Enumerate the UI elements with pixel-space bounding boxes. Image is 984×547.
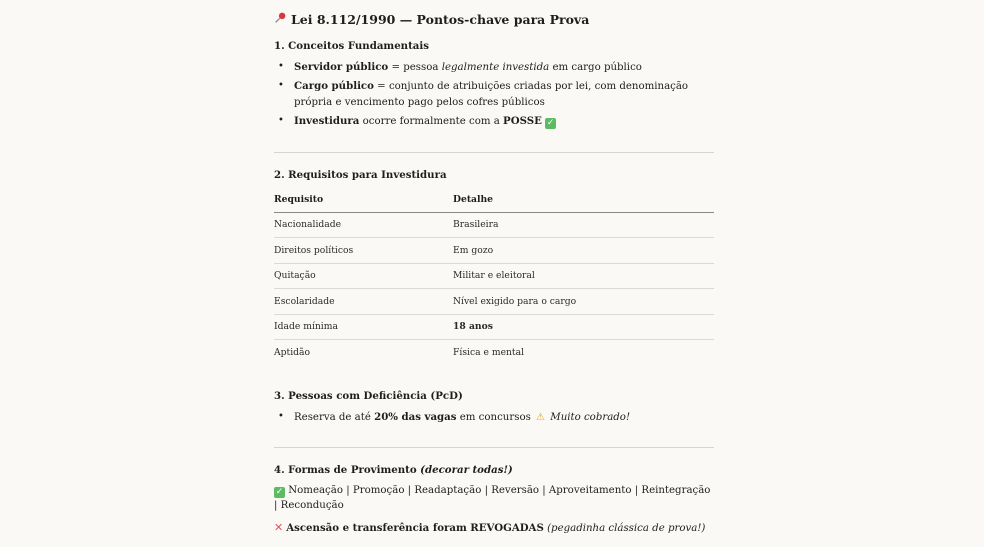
check-mark-icon: ✓ [275,487,284,497]
cell-detalhe: Nível exigido para o cargo [453,289,714,315]
list-item: • Investidura ocorre formalmente com a POSSE ✓ [278,115,555,128]
table-row [274,263,714,289]
section-heading-concepts: 1. Conceitos Fundamentais [274,40,430,52]
bullet-dot: • [278,411,284,422]
section-heading-provimento: 4. Formas de Provimento (decorar todas!) [274,464,513,476]
column-header-requisito: Requisito [274,188,453,212]
section-heading-requirements: 2. Requisitos para Investidura [274,169,447,181]
cell-detalhe: Física e mental [453,347,525,358]
section-heading-pcd: 3. Pessoas com Deficiência (PcD) [274,390,463,402]
column-header-detalhe: Detalhe [453,188,714,212]
title-text: Lei 8.112/1990 — Pontos-chave para Prova [291,12,590,27]
cell-requisito: Escolaridade [274,289,453,315]
cell-detalhe: Em gozo [453,238,714,264]
cell-requisito: Direitos políticos [274,238,453,264]
table-row [274,289,714,315]
cell-detalhe: Brasileira [453,212,714,238]
cross-mark-icon: ✕ [274,521,284,534]
requirements-table [274,188,714,365]
bullet-dot: • [278,61,284,72]
list-item: • Servidor público = pessoa legalmente investida em cargo público [278,61,642,73]
list-item: • Reserva de até 20% das vagas em concursos ⚠ Muito cobrado! [274,409,714,426]
pushpin-icon [274,11,288,27]
table-row [274,212,714,238]
divider [274,447,714,448]
provimento-forms: ✓ Nomeação | Promoção | Readaptação | Reversão | Aproveitamento | Reintegração | Recondução [274,485,711,511]
warning-icon: ⚠ [536,412,546,423]
cell-detalhe: 18 anos [453,314,714,340]
cell-requisito: Nacionalidade [274,212,453,238]
cell-requisito: Quitação [274,263,453,289]
table-header-row [274,188,714,212]
check-mark-icon: ✓ [546,118,555,128]
table-row [274,238,714,264]
cell-requisito: Idade mínima [274,314,453,340]
list-item: • Cargo público = conjunto de atribuições criadas por lei, com denominação própria e vencimento pago pelos cofres públicos [278,80,689,108]
cell-detalhe: Militar e eleitoral [453,263,714,289]
table-row [274,340,714,366]
page-title [274,11,589,27]
bullet-dot: • [278,115,284,126]
bullet-dot: • [278,80,284,91]
table-row [274,314,714,340]
cell-requisito: Aptidão [274,347,311,358]
revoked-note: ✕ Ascensão e transferência foram REVOGADAS (pegadinha clássica de prova!) [274,521,706,534]
divider [274,152,714,153]
